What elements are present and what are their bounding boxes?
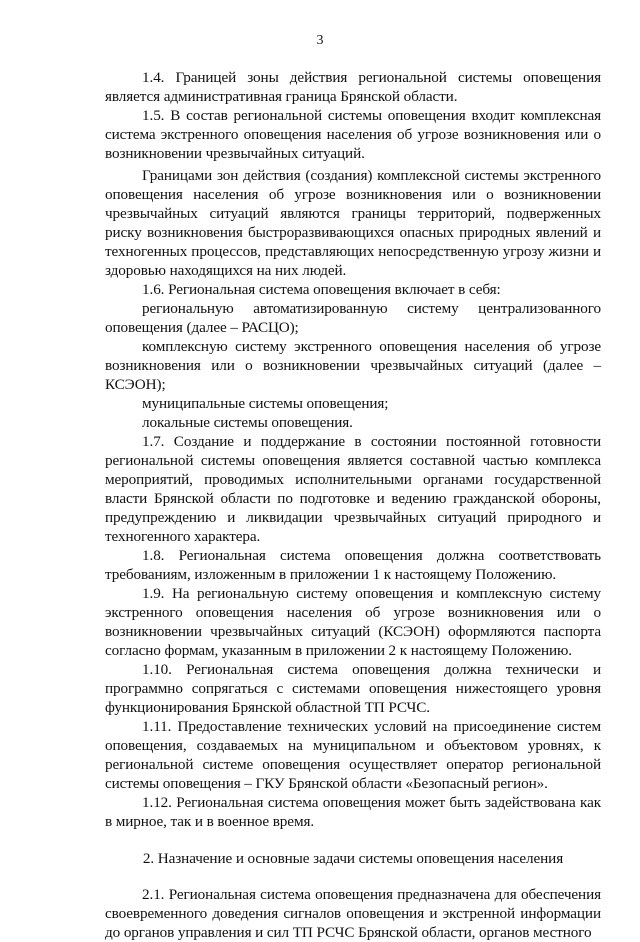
paragraph-1-12: 1.12. Региональная система оповещения может быть задействована как в мирное, так и в военное время.	[105, 794, 601, 830]
paragraph-1-9: 1.9. На региональную систему оповещения и комплексную систему экстренного оповещения населения об угрозе возникновения или о возникновении чрезвычайных ситуаций (КСЭОН) оформляются паспорта согласно формам, указанным в приложении 2 к настоящему Положению.	[105, 585, 601, 659]
section-heading: 2. Назначение и основные задачи системы оповещения населения	[142, 850, 564, 867]
document-body	[105, 68, 601, 942]
paragraph-zone-boundaries: Границами зон действия (создания) комплексной системы экстренного оповещения населения об угрозе возникновения или о возникновении чрезвычайных ситуаций являются границы территорий, подверженных риску возникновения быстроразвивающихся опасных природных явлений и техногенных процессов, представляющих непосредственную угрозу жизни и здоровью находящихся на них людей.	[105, 167, 601, 279]
list-item-municipal-systems: муниципальные системы оповещения;	[142, 395, 389, 412]
page-number: 3	[316, 33, 324, 48]
paragraph-2-1: 2.1. Региональная система оповещения предназначена для обеспечения своевременного доведения сигналов оповещения и экстренной информации до органов управления и сил ТП РСЧС Брянской области, органов местного	[105, 886, 601, 941]
paragraph-1-7: 1.7. Создание и поддержание в состоянии постоянной готовности региональной системы оповещения является составной частью комплекса мероприятий, проводимых исполнительными органами государственной власти Брянской области по подготовке и ведению гражданской обороны, предупреждению и ликвидации чрезвычайных ситуаций природного и техногенного характера.	[105, 433, 601, 545]
paragraph-1-11: 1.11. Предоставление технических условий на присоединение систем оповещения, создаваемых на муниципальном и объектовом уровнях, к региональной системе оповещения осуществляет оператор региональной системы оповещения – ГКУ Брянской области «Безопасный регион».	[105, 718, 601, 792]
list-item-kseon: комплексную систему экстренного оповещения населения об угрозе возникновения или о возникновении чрезвычайных ситуаций (далее – КСЭОН);	[105, 338, 601, 393]
paragraph-1-8: 1.8. Региональная система оповещения должна соответствовать требованиям, изложенным в приложении 1 к настоящему Положению.	[105, 547, 601, 583]
paragraph-1-6: 1.6. Региональная система оповещения включает в себя:	[142, 281, 501, 298]
paragraph-1-10: 1.10. Региональная система оповещения должна технически и программно сопрягаться с системами оповещения нижестоящего уровня функционирования Брянской областной ТП РСЧС.	[105, 661, 601, 716]
list-item-local-systems: локальные системы оповещения.	[142, 414, 353, 431]
paragraph-1-4: 1.4. Границей зоны действия региональной системы оповещения является административная граница Брянской области.	[105, 69, 601, 105]
paragraph-1-5: 1.5. В состав региональной системы оповещения входит комплексная система экстренного оповещения населения об угрозе возникновения или о возникновении чрезвычайных ситуаций.	[105, 107, 601, 162]
list-item-rasco: региональную автоматизированную систему централизованного оповещения (далее – РАСЦО);	[105, 300, 601, 336]
